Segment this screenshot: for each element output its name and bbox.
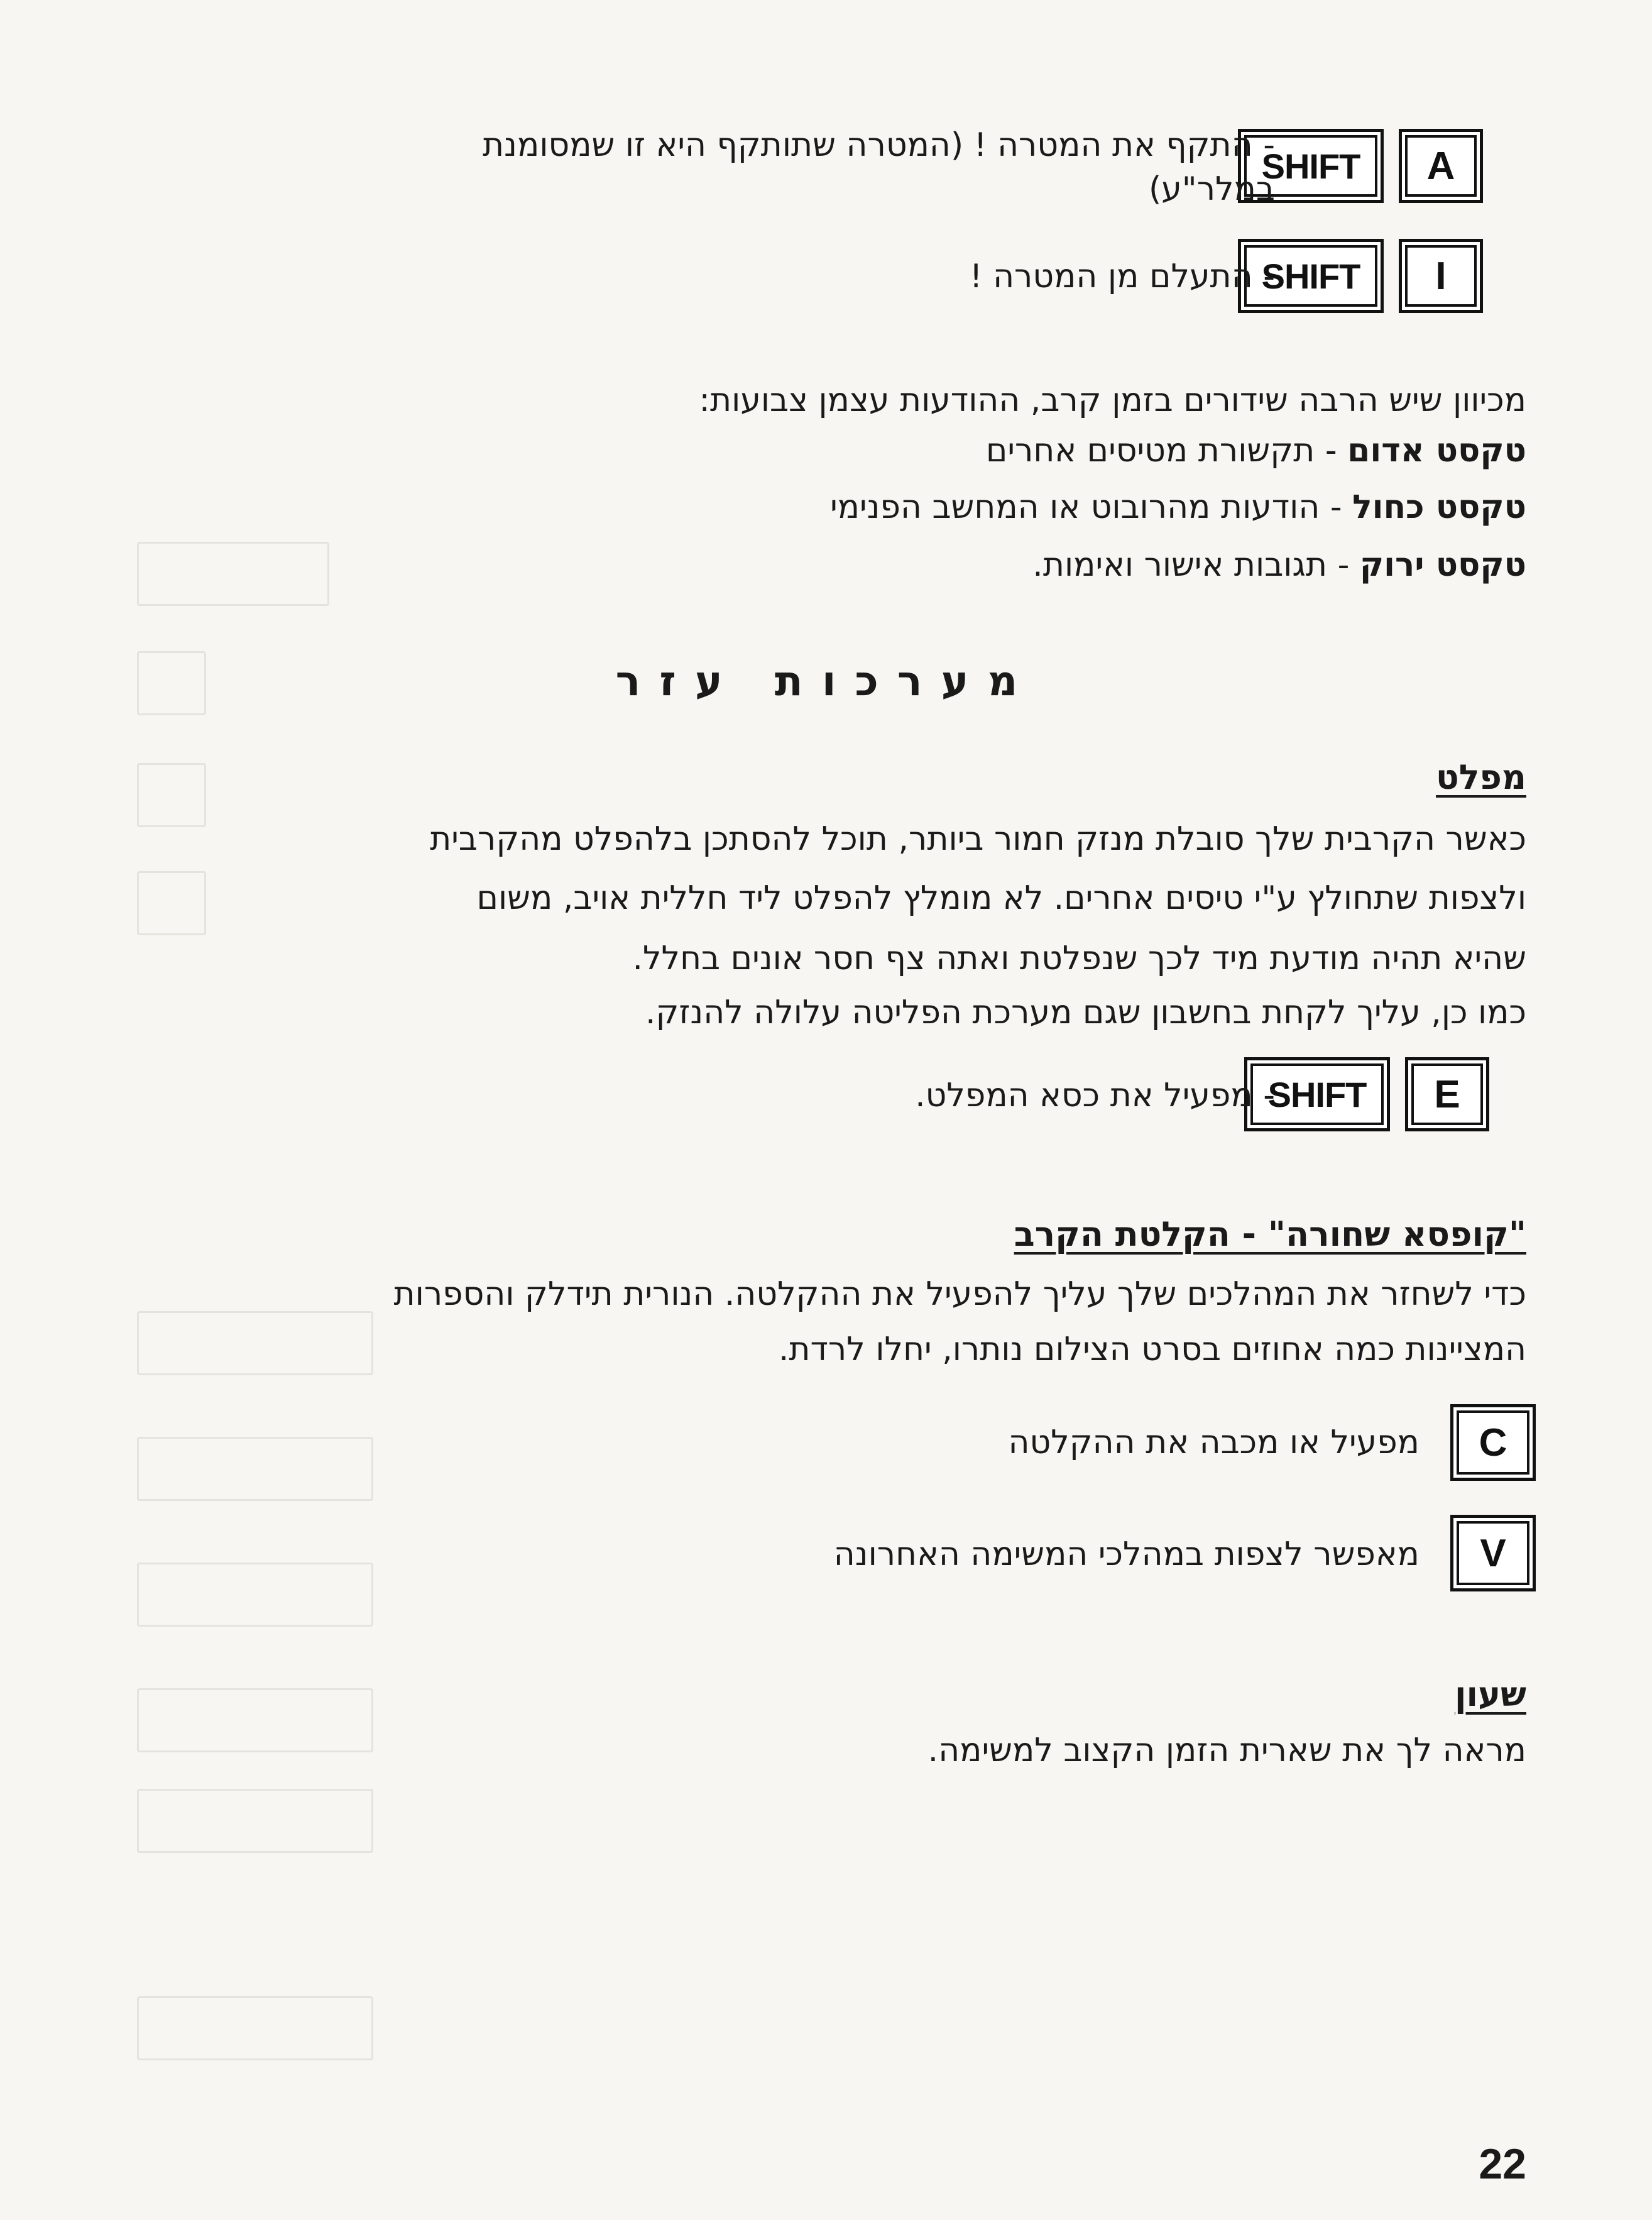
key-c: C	[1450, 1404, 1536, 1481]
show-through-mark	[137, 1789, 373, 1853]
key-a-description-line1: - התקף את המטרה ! (המטרה שתותקף היא זו שמסומנת	[483, 126, 1275, 164]
key-a-description-line2: במלר"ע)	[1148, 170, 1275, 208]
blackbox-title: "קופסא שחורה" - הקלטת הקרב	[1014, 1214, 1526, 1254]
key-c-description: מפעיל או מכבה את ההקלטה	[1008, 1424, 1420, 1461]
key-e: E	[1405, 1057, 1489, 1131]
legend-blue-term: טקסט כחול	[1352, 488, 1526, 526]
page-number: 22	[1479, 2140, 1526, 2188]
show-through-mark	[137, 1996, 373, 2060]
eject-line-4: כמו כן, עליך לקחת בחשבון שגם מערכת הפליטה עלולה להנזק.	[645, 994, 1526, 1031]
key-shift: SHIFT	[1244, 1057, 1390, 1131]
legend-green-desc: - תגובות אישור ואימות.	[1032, 546, 1360, 584]
blackbox-line-1: כדי לשחזר את המהלכים שלך עליך להפעיל את ההקלטה. הנורית תידלק והספרות	[393, 1275, 1526, 1313]
legend-blue-desc: - הודעות מהרובוט או המחשב הפנימי	[830, 488, 1353, 526]
blackbox-line-2: המציינות כמה אחוזים בסרט הצילום נותרו, יחלו לרדת.	[778, 1331, 1526, 1368]
key-v: V	[1450, 1515, 1536, 1591]
clock-text: מראה לך את שארית הזמן הקצוב למשימה.	[927, 1732, 1526, 1769]
color-intro: מכיוון שיש הרבה שידורים בזמן קרב, ההודעות עצמן צבועות:	[699, 382, 1526, 419]
legend-green-term: טקסט ירוק	[1359, 546, 1526, 584]
key-i: I	[1399, 239, 1483, 313]
section-heading: מערכות עזר	[615, 657, 1037, 705]
key-v-description: מאפשר לצפות במהלכי המשימה האחרונה	[833, 1536, 1420, 1573]
key-a: A	[1399, 129, 1483, 203]
legend-red-desc: - תקשורת מטיסים אחרים	[985, 432, 1348, 470]
eject-line-3: שהיא תהיה מודעת מיד לכך שנפלטת ואתה צף חסר אונים בחלל.	[632, 940, 1526, 977]
clock-title: שעון	[1455, 1674, 1526, 1714]
legend-red-term: טקסט אדום	[1347, 432, 1526, 470]
key-i-description: - התעלם מן המטרה !	[969, 258, 1275, 295]
key-shift: SHIFT	[1238, 129, 1384, 203]
legend-red	[126, 427, 1526, 474]
key-a-description	[94, 123, 1275, 211]
eject-title: מפלט	[1436, 757, 1526, 797]
eject-line-2: ולצפות שתחולץ ע"י טיסים אחרים. לא מומלץ להפלט ליד חללית אויב, משום	[476, 879, 1526, 917]
legend-green	[126, 542, 1526, 588]
key-e-description: - מפעיל את כסא המפלט.	[915, 1077, 1275, 1114]
key-shift: SHIFT	[1238, 239, 1384, 313]
eject-line-1: כאשר הקרבית שלך סובלת מנזק חמור ביותר, תוכל להסתכן בלהפלט מהקרבית	[430, 820, 1526, 858]
legend-blue	[126, 484, 1526, 530]
